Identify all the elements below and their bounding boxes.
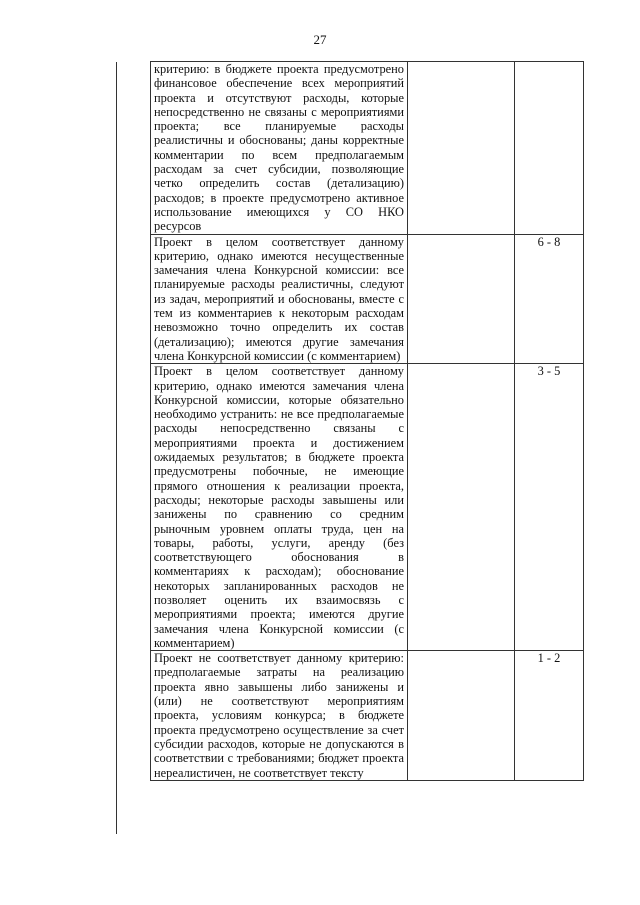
score-range: 3 - 5 [515,364,584,651]
empty-cell [408,62,515,235]
left-column-border [116,62,117,834]
criteria-table [150,61,584,781]
criterion-description: критерию: в бюджете проекта предусмотрено финансовое обеспечение всех мероприятий проекта и отсутствуют расходы, которые непосредственно не связаны с мероприятиями проекта; все планируемые расходы реалистичны и обоснованы; даны корректные комментарии по всем предполагаемым расходам за счет субсидии, позволяющие четко определить состав (детализацию) расходов; в проекте предусмотрено активное использование имеющихся у СО НКО ресурсов [151,62,408,235]
empty-cell [408,234,515,364]
empty-cell [408,364,515,651]
empty-cell [408,651,515,781]
criterion-description: Проект в целом соответствует данному критерию, однако имеются несущественные замечания члена Конкурсной комиссии: все планируемые расходы реалистичны, следуют из задач, мероприятий и обоснованы, вместе с тем из комментариев к некоторым расходам невозможно точно определить их состав (детализацию); имеются другие замечания члена Конкурсной комиссии (с комментарием) [151,234,408,364]
table-row [151,234,584,364]
table-row [151,62,584,235]
page-number: 27 [313,32,327,47]
score-range [515,62,584,235]
table-row [151,651,584,781]
criterion-description: Проект не соответствует данному критерию: предполагаемые затраты на реализацию проекта явно завышены либо занижены и (или) не соответствуют мероприятиям проекта, условиям конкурса; в бюджете проекта предусмотрено осуществление за счет субсидии расходов, которые не допускаются в соответствии с требованиями; бюджет проекта нереалистичен, не соответствует тексту [151,651,408,781]
score-range: 6 - 8 [515,234,584,364]
criterion-description: Проект в целом соответствует данному критерию, однако имеются замечания члена Конкурсной комиссии, которые обязательно необходимо устранить: не все предполагаемые расходы непосредственно связаны с мероприятиями проекта и достижением ожидаемых результатов; в бюджете проекта предусмотрены побочные, не имеющие прямого отношения к реализации проекта, расходы; некоторые расходы завышены или занижены по сравнению со средним рыночным уровнем оплаты труда, цен на товары, работы, услуги, аренду (без соответствующего обоснования в комментариях к расходам); обоснование некоторых запланированных расходов не позволяет оценить их взаимосвязь с мероприятиями проекта; имеются другие замечания члена Конкурсной комиссии (с комментарием) [151,364,408,651]
score-range: 1 - 2 [515,651,584,781]
table-row [151,364,584,651]
